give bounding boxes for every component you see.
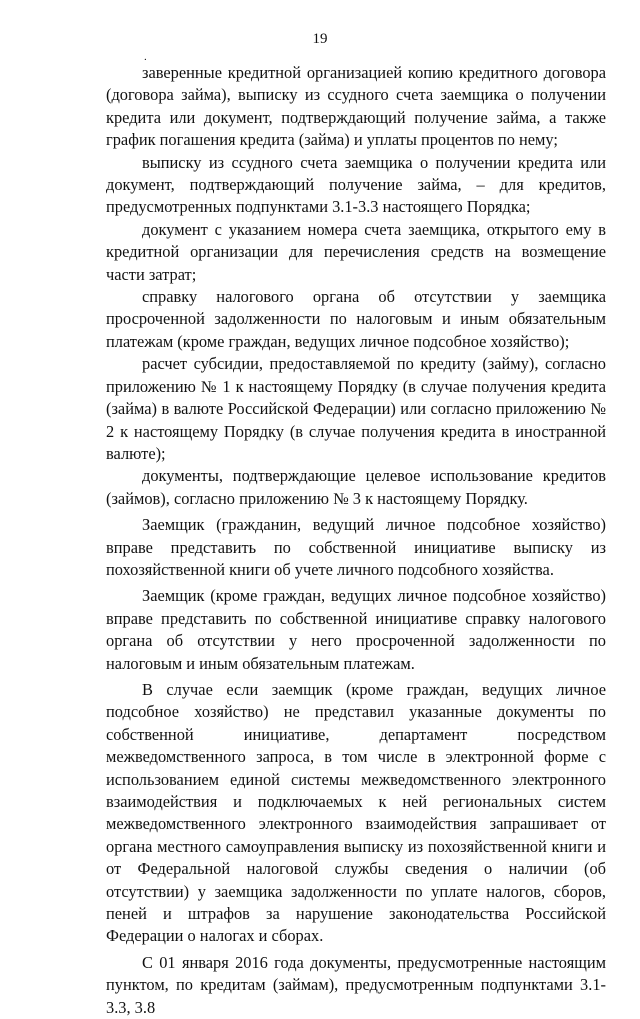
paragraph-tax-certificate: справку налогового органа об отсутствии у заемщика просроченной задолженности по налоговым и иным обязательным платежам (кроме граждан, ведущих личное подсобное хозяйство);	[106, 287, 606, 351]
paragraph-loan-account-statement: выписку из ссудного счета заемщика о получении кредита или документ, подтверждающий получение займа, – для кредитов, предусмотренных подпунктами 3.1-3.3 настоящего Порядка;	[106, 152, 606, 217]
paragraph-interagency-request: В случае если заемщик (кроме граждан, ведущих личное подсобное хозяйство) не представил указанные документы по собственной инициативе, департамент посредством межведомственного запроса, в том числе в электронной форме с использованием единой системы межведомственного электронного взаимодействия и подключаемых к ней региональных систем межведомственного электронного взаимодействия запрашивает от органа местного самоуправления выписку из похозяйственной книги и от Федеральной налоговой службы сведения о наличии (об отсутствии) у заемщика задолженности по уплате налогов, сборов, пеней и штрафов за нарушение законодательства Российской Федерации о налогах и сборах.	[106, 679, 606, 946]
paragraph-account-number-document: документ с указанием номера счета заемщика, открытого ему в кредитной организации для перечисления средств на возмещение части затрат;	[106, 219, 606, 284]
paragraph-target-use-documents: документы, подтверждающие целевое использование кредитов (займов), согласно приложению № 3 к настоящему Порядку.	[106, 466, 606, 508]
document-body	[106, 62, 606, 1019]
paragraph-subsidy-calculation: расчет субсидии, предоставляемой по кредиту (займу), согласно приложению № 1 к настоящему Порядку (в случае получения кредита (займа) в валюте Российской Федерации) или согласно приложению № 2 к настоящему Порядку (в случае получения кредита в иностранной валюте);	[106, 354, 606, 463]
paragraph-loan-contract-copy: заверенные кредитной организацией копию кредитного договора (договора займа), выписку из ссудного счета заемщика о получении кредита или документ, подтверждающий получение займа, а также график погашения кредита (займа) и уплаты процентов по нему;	[106, 63, 606, 150]
paragraph-from-2016: С 01 января 2016 года документы, предусмотренные настоящим пунктом, по кредитам (займам), предусмотренным подпунктами 3.1-3.3, 3.8	[106, 952, 606, 1017]
page-number: 19	[312, 31, 328, 47]
paragraph-tax-certificate-initiative: Заемщик (кроме граждан, ведущих личное подсобное хозяйство) вправе представить по собственной инициативе справку налогового органа об отсутствии у него просроченной задолженности по налоговым и иным обязательным платежам.	[106, 586, 606, 673]
stray-mark: .	[144, 51, 147, 63]
paragraph-household-book-extract: Заемщик (гражданин, ведущий личное подсобное хозяйство) вправе представить по собственной инициативе выписку из похозяйственной книги об учете личного подсобного хозяйства.	[106, 515, 606, 579]
